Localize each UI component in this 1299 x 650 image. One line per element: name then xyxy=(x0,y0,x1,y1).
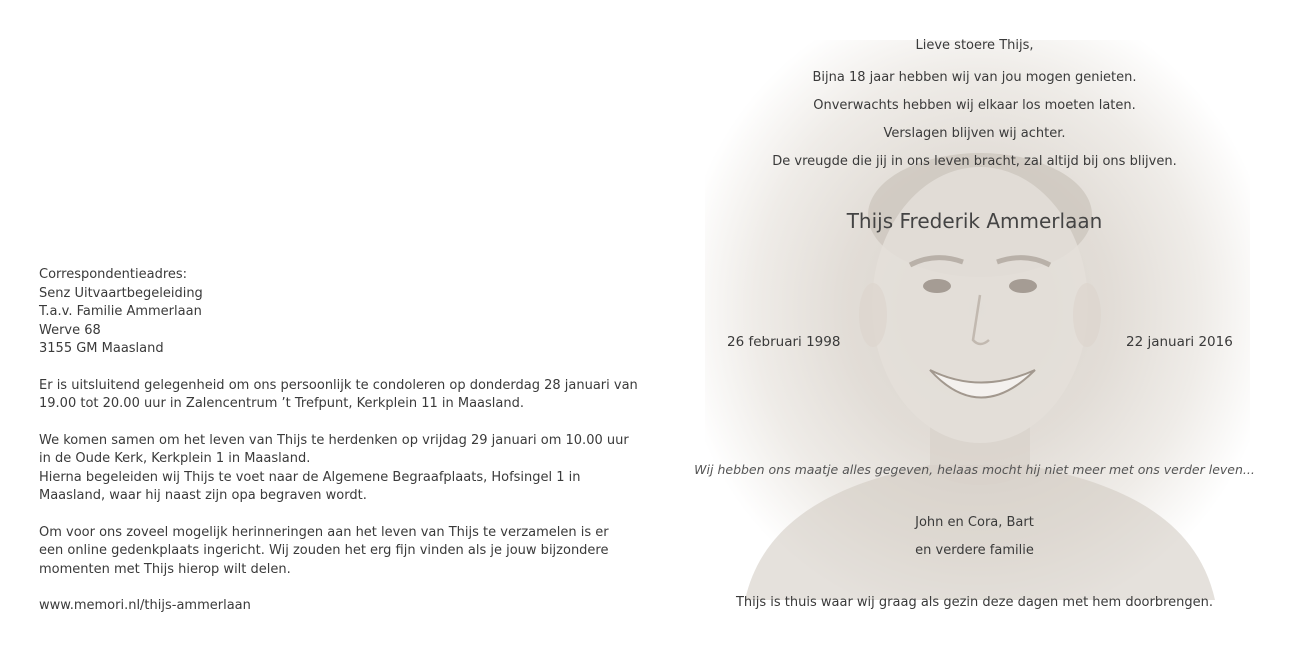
family-line: John en Cora, Bart xyxy=(915,515,1034,530)
right-panel xyxy=(650,0,1299,650)
memorial-quote: Wij hebben ons maatje alles gegeven, helaas mocht hij niet meer met ons verder leven... xyxy=(694,462,1255,477)
online-line: een online gedenkplaats ingericht. Wij zouden het erg fijn vinden als je jouw bijzondere xyxy=(39,543,609,558)
deceased-name: Thijs Frederik Ammerlaan xyxy=(846,209,1103,233)
address-line: Senz Uitvaartbegeleiding xyxy=(39,285,203,301)
poem-greeting: Lieve stoere Thijs, xyxy=(915,38,1034,53)
left-panel xyxy=(39,266,638,634)
address-line: Werve 68 xyxy=(39,322,101,338)
poem-line: De vreugde die jij in ons leven bracht, zal altijd bij ons blijven. xyxy=(772,154,1177,169)
poem-line: Verslagen blijven wij achter. xyxy=(883,126,1066,141)
closing-note: Thijs is thuis waar wij graag als gezin deze dagen met hem doorbrengen. xyxy=(735,595,1214,610)
poem-line: Bijna 18 jaar hebben wij van jou mogen genieten. xyxy=(812,70,1137,85)
ceremony-line: in de Oude Kerk, Kerkplein 1 in Maasland. xyxy=(39,451,311,466)
correspondence-heading: Correspondentieadres: xyxy=(39,267,188,282)
condolence-line: 19.00 tot 20.00 uur in Zalencentrum ’t Trefpunt, Kerkplein 11 in Maasland. xyxy=(39,396,524,411)
ceremony-line: We komen samen om het leven van Thijs te herdenken op vrijdag 29 januari om 10.00 uur xyxy=(39,432,629,448)
poem-line: Onverwachts hebben wij elkaar los moeten laten. xyxy=(813,98,1136,113)
condolence-paragraph xyxy=(39,377,638,414)
ceremony-paragraph xyxy=(39,432,629,506)
memorial-url-paragraph xyxy=(39,597,619,616)
correspondence-address xyxy=(39,266,619,359)
online-memorial-paragraph xyxy=(39,524,619,580)
death-date: 22 januari 2016 xyxy=(1126,334,1233,350)
birth-date: 26 februari 1998 xyxy=(727,334,841,350)
address-line: T.a.v. Familie Ammerlaan xyxy=(39,304,202,319)
condolence-line: Er is uitsluitend gelegenheid om ons persoonlijk te condoleren op donderdag 28 januari van xyxy=(39,377,638,393)
online-line: momenten met Thijs hierop wilt delen. xyxy=(39,561,291,577)
address-line: 3155 GM Maasland xyxy=(39,341,164,356)
memorial-url-link[interactable]: www.memori.nl/thijs-ammerlaan xyxy=(39,598,251,613)
family-line: en verdere familie xyxy=(915,543,1034,558)
ceremony-line: Maasland, waar hij naast zijn opa begraven wordt. xyxy=(39,488,367,503)
ceremony-line: Hierna begeleiden wij Thijs te voet naar de Algemene Begraafplaats, Hofsingel 1 in xyxy=(39,469,581,485)
online-line: Om voor ons zoveel mogelijk herinneringen aan het leven van Thijs te verzamelen is er xyxy=(39,524,609,540)
